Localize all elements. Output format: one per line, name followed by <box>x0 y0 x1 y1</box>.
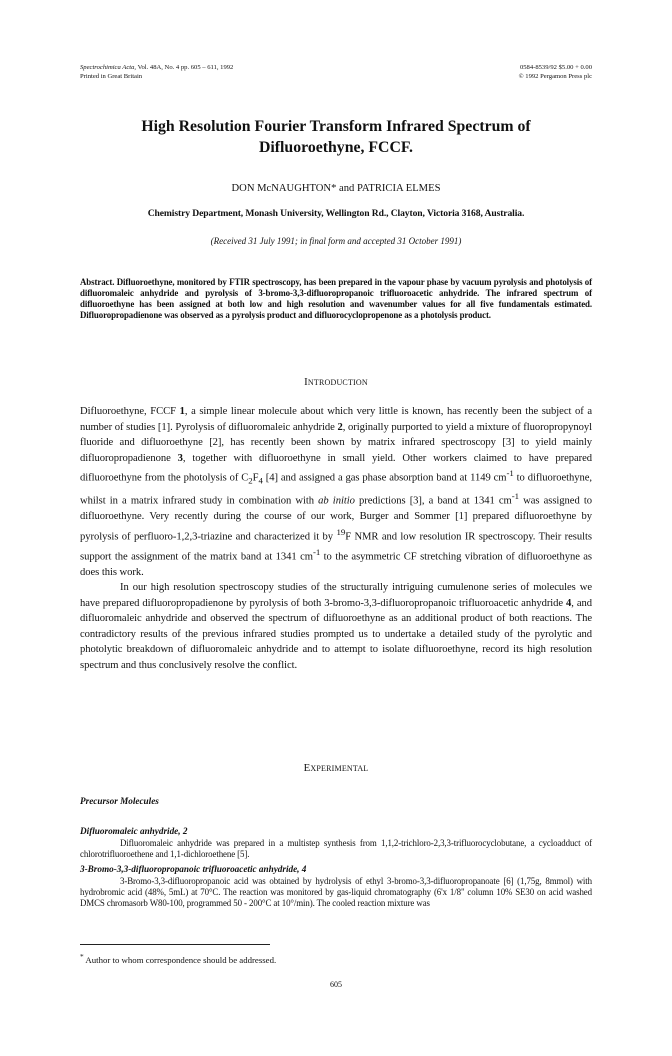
text-run: predictions [3], a band at 1341 cm <box>354 495 512 507</box>
item2-paragraph: 3-Bromo-3,3-difluoropropanoic acid was obtained by hydrolysis of ethyl 3-bromo-3,3-difluoropropanoate [6] (1,75g, 8mmol) with hydrobromic acid (48%, 5mL) at 70°C. The reaction was monitored by gas-liquid chromatography (6'x 1/8" column 10% SE30 on acid washed DMCS chromasorb W80-100, programmed 50 - 200°C at 10°/min). The cooled reaction mixture was <box>80 876 592 909</box>
item-title: 3-Bromo-3,3-difluoropropanoic trifluoroacetic anhydride, <box>80 864 302 874</box>
text-run: In our high resolution spectroscopy studies of the structurally intriguing cumulenone series of molecules we have prepared difluoropropadienone by pyrolysis of both 3-bromo-3,3-difluoropropanoic trifluoroacetic anhydride <box>80 582 592 609</box>
introduction-body <box>80 404 592 673</box>
copyright: © 1992 Pergamon Press plc <box>518 72 592 80</box>
journal-header-right <box>519 64 592 81</box>
footnote-rule <box>80 944 270 945</box>
journal-name: Spectrochimica Acta, <box>80 64 137 71</box>
received-dates: (Received 31 July 1991; in final form and accepted 31 October 1991) <box>210 236 462 246</box>
journal-header-left <box>80 64 233 81</box>
page-number: 605 <box>330 980 342 989</box>
text-run: to difluoroethyne, whilst in a matrix infrared study in combination with <box>80 472 592 507</box>
intro-paragraph-2 <box>80 580 592 673</box>
footnote <box>80 952 276 965</box>
compound-number: 2 <box>182 826 188 836</box>
item2-text <box>80 876 592 909</box>
introduction-heading: Introduction <box>304 376 368 388</box>
item1-heading <box>80 826 187 836</box>
text-run: , originally purported to yield a mixture of fluoropropynoyl fluoride and difluoroethyne [2], has recently been shown by matrix infrared spectroscopy [3] to yield mainly difluoropropadienone <box>80 421 592 464</box>
compound-number: 2 <box>337 421 343 433</box>
title-line-1: High Resolution Fourier Transform Infrared Spectrum of <box>141 118 531 135</box>
footnote-mark: * <box>80 952 84 961</box>
text-run: was assigned to difluoroethyne. Very recently during the course of our work, Burger and Sommer [1] prepared difluoroethyne by pyrolysis of perfluoro-1,2,3-triazine and characterized it by <box>80 495 592 543</box>
precursor-molecules-heading: Precursor Molecules <box>80 796 159 806</box>
affiliation: Chemistry Department, Monash University, Wellington Rd., Clayton, Victoria 3168, Australia. <box>147 208 525 219</box>
item2-heading <box>80 864 306 874</box>
superscript: -1 <box>312 546 321 557</box>
abstract-text: Difluoroethyne, monitored by FTIR spectroscopy, has been prepared in the vapour phase by vacuum pyrolysis and photolysis of difluoromaleic anhydride and pyrolysis of 3-bromo-3,3-difluoropropanoic trifluoroacetic anhydride. The infrared spectrum of difluoroethyne has been assigned at both low and high resolution and wavenumber values for all five fundamentals estimated. Difluoropropadienone was observed as a pyrolysis product and difluorocyclopropenone as a photolysis product. <box>80 277 592 321</box>
compound-number: 3 <box>177 452 183 464</box>
item1-paragraph: Difluoromaleic anhydride was prepared in a multistep synthesis from 1,1,2-trichloro-2,3,3-trifluorocyclobutane, a cycloadduct of chlorotrifluoroethene and 1,1-dichloroethene [5]. <box>80 838 592 860</box>
text-run: F <box>252 472 259 484</box>
printed-in: Printed in Great Britain <box>80 72 143 80</box>
article-title <box>80 116 592 158</box>
text-run: , together with difluoroethyne in small yield. Other workers claimed to have prepared difluoroethyne from the photolysis of C <box>80 452 592 484</box>
compound-number: 1 <box>179 406 185 417</box>
superscript: -1 <box>511 491 519 502</box>
text-run: [4] and assigned a gas phase absorption band at 1149 cm <box>262 472 507 484</box>
item-title: Difluoromaleic anhydride, <box>80 826 183 836</box>
italic-text: ab initio <box>318 495 355 507</box>
subscript: 4 <box>258 475 263 486</box>
compound-number: 4 <box>301 864 307 874</box>
footnote-text: Author to whom correspondence should be addressed. <box>85 954 277 965</box>
abstract <box>80 277 592 321</box>
issn: 0584-8539/92 $5.00 + 0.00 <box>519 64 592 71</box>
authors: DON McNAUGHTON* and PATRICIA ELMES <box>231 183 441 194</box>
experimental-heading: Experimental <box>303 762 369 774</box>
item1-text <box>80 838 592 860</box>
compound-number: 4 <box>566 597 572 609</box>
abstract-label: Abstract. <box>80 277 115 287</box>
text-run: , a simple linear molecule about which very little is known, has recently been the subject of a number of studies [1]. Pyrolysis of difluoromaleic anhydride <box>80 406 592 433</box>
text-run: , and difluoromaleic anhydride and observed the spectrum of difluoroethyne as an additional product of both reactions. The contradictory results of the previous infrared studies prompted us to undertake a detailed study of the pyrolytic and photolytic breakdown of difluoromaleic anhydride and to attempt to isolate difluoroethyne, record its high resolution spectrum and thus conclusively resolve the conflict. <box>80 597 592 671</box>
intro-paragraph-1 <box>80 404 592 580</box>
text-run: to the asymmetric CF stretching vibration of difluoroethyne as does this work. <box>80 551 592 578</box>
volume-info: Vol. 48A, No. 4 pp. 605 – 611, 1992 <box>137 64 234 71</box>
superscript: 19 <box>336 526 346 537</box>
title-line-2: Difluoroethyne, FCCF. <box>258 139 414 156</box>
subscript: 2 <box>248 475 253 486</box>
text-run: F NMR and low resolution IR spectroscopy. Their results support the assignment of the matrix band at 1341 cm <box>80 531 592 563</box>
superscript: -1 <box>506 468 514 478</box>
text-run: Difluoroethyne, FCCF <box>80 406 180 417</box>
